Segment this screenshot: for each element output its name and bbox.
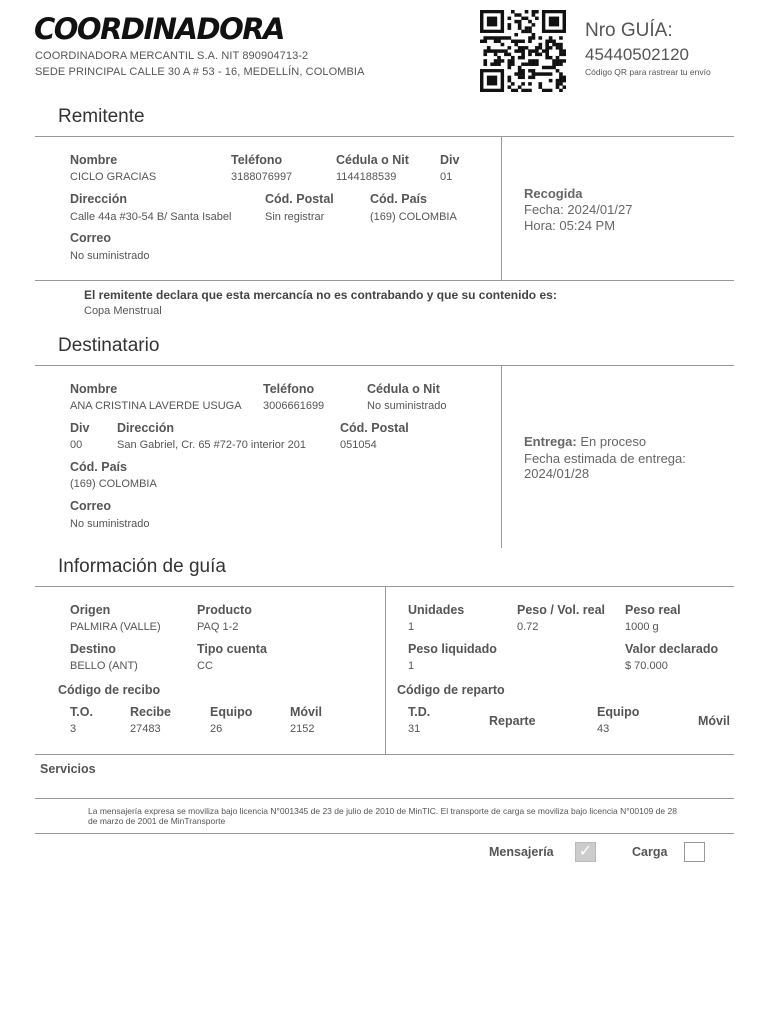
recogida-fecha: Fecha: 2024/01/27 bbox=[524, 202, 633, 217]
remitente-telefono-label: Teléfono bbox=[231, 153, 283, 167]
movil-label: Móvil bbox=[290, 705, 322, 719]
recibe-label: Recibe bbox=[130, 705, 171, 719]
qr-note: Código QR para rastrear tu envío bbox=[585, 67, 711, 77]
contenido-value: Copa Menstrual bbox=[84, 305, 162, 317]
carga-label: Carga bbox=[632, 845, 668, 859]
destinatario-div-label: Div bbox=[70, 421, 90, 435]
remitente-pais-label: Cód. País bbox=[370, 192, 427, 206]
recogida-label: Recogida bbox=[524, 186, 583, 201]
divider bbox=[501, 137, 502, 280]
valor-declarado-value: $ 70.000 bbox=[625, 660, 668, 672]
mensajeria-checkbox[interactable] bbox=[575, 842, 596, 862]
origen-value: PALMIRA (VALLE) bbox=[70, 621, 161, 633]
unidades-label: Unidades bbox=[408, 603, 465, 617]
legal-notice: La mensajería expresa se moviliza bajo licencia N°001345 de 23 de julio de 2010 de MinTIC. El transporte de carga se moviliza bajo licencia N°00109 de 28 de marzo de 2001 de MinTransporte bbox=[88, 806, 677, 826]
remitente-postal: Sin registrar bbox=[265, 211, 325, 223]
destinatario-correo-label: Correo bbox=[70, 499, 111, 513]
divider bbox=[35, 365, 734, 366]
movil-reparto-label: Móvil bbox=[698, 714, 730, 728]
remitente-direccion: Calle 44a #30-54 B/ Santa Isabel bbox=[70, 211, 232, 223]
remitente-correo: No suministrado bbox=[70, 250, 150, 262]
entrega-status bbox=[524, 434, 646, 449]
valor-declarado-label: Valor declarado bbox=[625, 642, 719, 656]
company-info-line1: COORDINADORA MERCANTIL S.A. NIT 890904713-2 bbox=[35, 50, 309, 62]
servicios-label: Servicios bbox=[40, 762, 96, 776]
remitente-telefono: 3188076997 bbox=[231, 171, 293, 183]
to-label: T.O. bbox=[70, 705, 93, 719]
producto-label: Producto bbox=[197, 603, 252, 617]
destinatario-pais: (169) COLOMBIA bbox=[70, 478, 157, 490]
destinatario-cedula: No suministrado bbox=[367, 400, 447, 412]
destinatario-correo: No suministrado bbox=[70, 518, 150, 530]
divider bbox=[501, 366, 502, 548]
remitente-nombre-label: Nombre bbox=[70, 153, 118, 167]
divider bbox=[35, 754, 734, 755]
equipo-value: 26 bbox=[210, 723, 223, 735]
entrega-label: Entrega: bbox=[524, 434, 577, 449]
destinatario-title: Destinatario bbox=[58, 335, 160, 356]
divider bbox=[35, 833, 734, 834]
destinatario-pais-label: Cód. País bbox=[70, 460, 127, 474]
divider bbox=[35, 136, 734, 137]
codigo-recibo-label: Código de recibo bbox=[58, 683, 161, 697]
tracking-qr-code bbox=[480, 10, 566, 92]
recibe-value: 27483 bbox=[130, 723, 161, 735]
remitente-direccion-label: Dirección bbox=[70, 192, 127, 206]
peso-vol-value: 0.72 bbox=[517, 621, 539, 633]
equipo-reparto-value: 43 bbox=[597, 723, 610, 735]
movil-value: 2152 bbox=[290, 723, 315, 735]
td-label: T.D. bbox=[408, 705, 431, 719]
remitente-postal-label: Cód. Postal bbox=[265, 192, 334, 206]
company-logo: COORDINADORA bbox=[34, 12, 284, 46]
remitente-correo-label: Correo bbox=[70, 231, 111, 245]
peso-real-label: Peso real bbox=[625, 603, 681, 617]
peso-liquidado-value: 1 bbox=[408, 660, 415, 672]
to-value: 3 bbox=[70, 723, 77, 735]
peso-vol-label: Peso / Vol. real bbox=[517, 603, 606, 617]
destinatario-nombre: ANA CRISTINA LAVERDE USUGA bbox=[70, 400, 242, 412]
destinatario-cedula-label: Cédula o Nit bbox=[367, 382, 440, 396]
peso-real-value: 1000 g bbox=[625, 621, 659, 633]
destinatario-direccion-label: Dirección bbox=[117, 421, 174, 435]
equipo-label: Equipo bbox=[210, 705, 253, 719]
guia-info-title: Información de guía bbox=[58, 556, 226, 577]
producto-value: PAQ 1-2 bbox=[197, 621, 239, 633]
destinatario-postal: 051054 bbox=[340, 439, 377, 451]
entrega-estado: En proceso bbox=[580, 434, 647, 449]
destinatario-postal-label: Cód. Postal bbox=[340, 421, 409, 435]
destino-label: Destino bbox=[70, 642, 116, 656]
remitente-cedula-label: Cédula o Nit bbox=[336, 153, 409, 167]
divider bbox=[35, 280, 734, 281]
tipo-cuenta-label: Tipo cuenta bbox=[197, 642, 267, 656]
peso-liquidado-label: Peso liquidado bbox=[408, 642, 497, 656]
remitente-cedula: 1144188539 bbox=[336, 171, 397, 183]
destinatario-telefono: 3006661699 bbox=[263, 400, 325, 412]
declaracion-text: El remitente declara que esta mercancía no es contrabando y que su contenido es: bbox=[84, 288, 557, 302]
remitente-nombre: CICLO GRACIAS bbox=[70, 171, 157, 183]
origen-label: Origen bbox=[70, 603, 111, 617]
fecha-estimada: 2024/01/28 bbox=[524, 466, 590, 481]
mensajeria-label: Mensajería bbox=[489, 845, 554, 859]
unidades-value: 1 bbox=[408, 621, 415, 633]
recogida-hora: Hora: 05:24 PM bbox=[524, 218, 616, 233]
reparte-label: Reparte bbox=[489, 714, 536, 728]
remitente-title: Remitente bbox=[58, 106, 145, 127]
remitente-pais: (169) COLOMBIA bbox=[370, 211, 457, 223]
equipo-reparto-label: Equipo bbox=[597, 705, 640, 719]
destinatario-nombre-label: Nombre bbox=[70, 382, 118, 396]
divider bbox=[385, 587, 386, 754]
td-value: 31 bbox=[408, 723, 421, 735]
tipo-cuenta-value: CC bbox=[197, 660, 213, 672]
carga-checkbox[interactable] bbox=[684, 842, 705, 862]
fecha-estimada-label: Fecha estimada de entrega: bbox=[524, 451, 686, 466]
destino-value: BELLO (ANT) bbox=[70, 660, 138, 672]
remitente-div: 01 bbox=[440, 171, 453, 183]
remitente-div-label: Div bbox=[440, 153, 460, 167]
destinatario-telefono-label: Teléfono bbox=[263, 382, 315, 396]
divider bbox=[35, 798, 734, 799]
guia-label: Nro GUÍA: bbox=[585, 20, 673, 41]
guia-number: 45440502120 bbox=[585, 45, 690, 64]
destinatario-direccion: San Gabriel, Cr. 65 #72-70 interior 201 bbox=[117, 439, 306, 451]
check-icon: ✓ bbox=[578, 843, 593, 860]
codigo-reparto-label: Código de reparto bbox=[397, 683, 505, 697]
destinatario-div: 00 bbox=[70, 439, 83, 451]
company-info-line2: SEDE PRINCIPAL CALLE 30 A # 53 - 16, MEDELLÍN, COLOMBIA bbox=[35, 66, 365, 78]
